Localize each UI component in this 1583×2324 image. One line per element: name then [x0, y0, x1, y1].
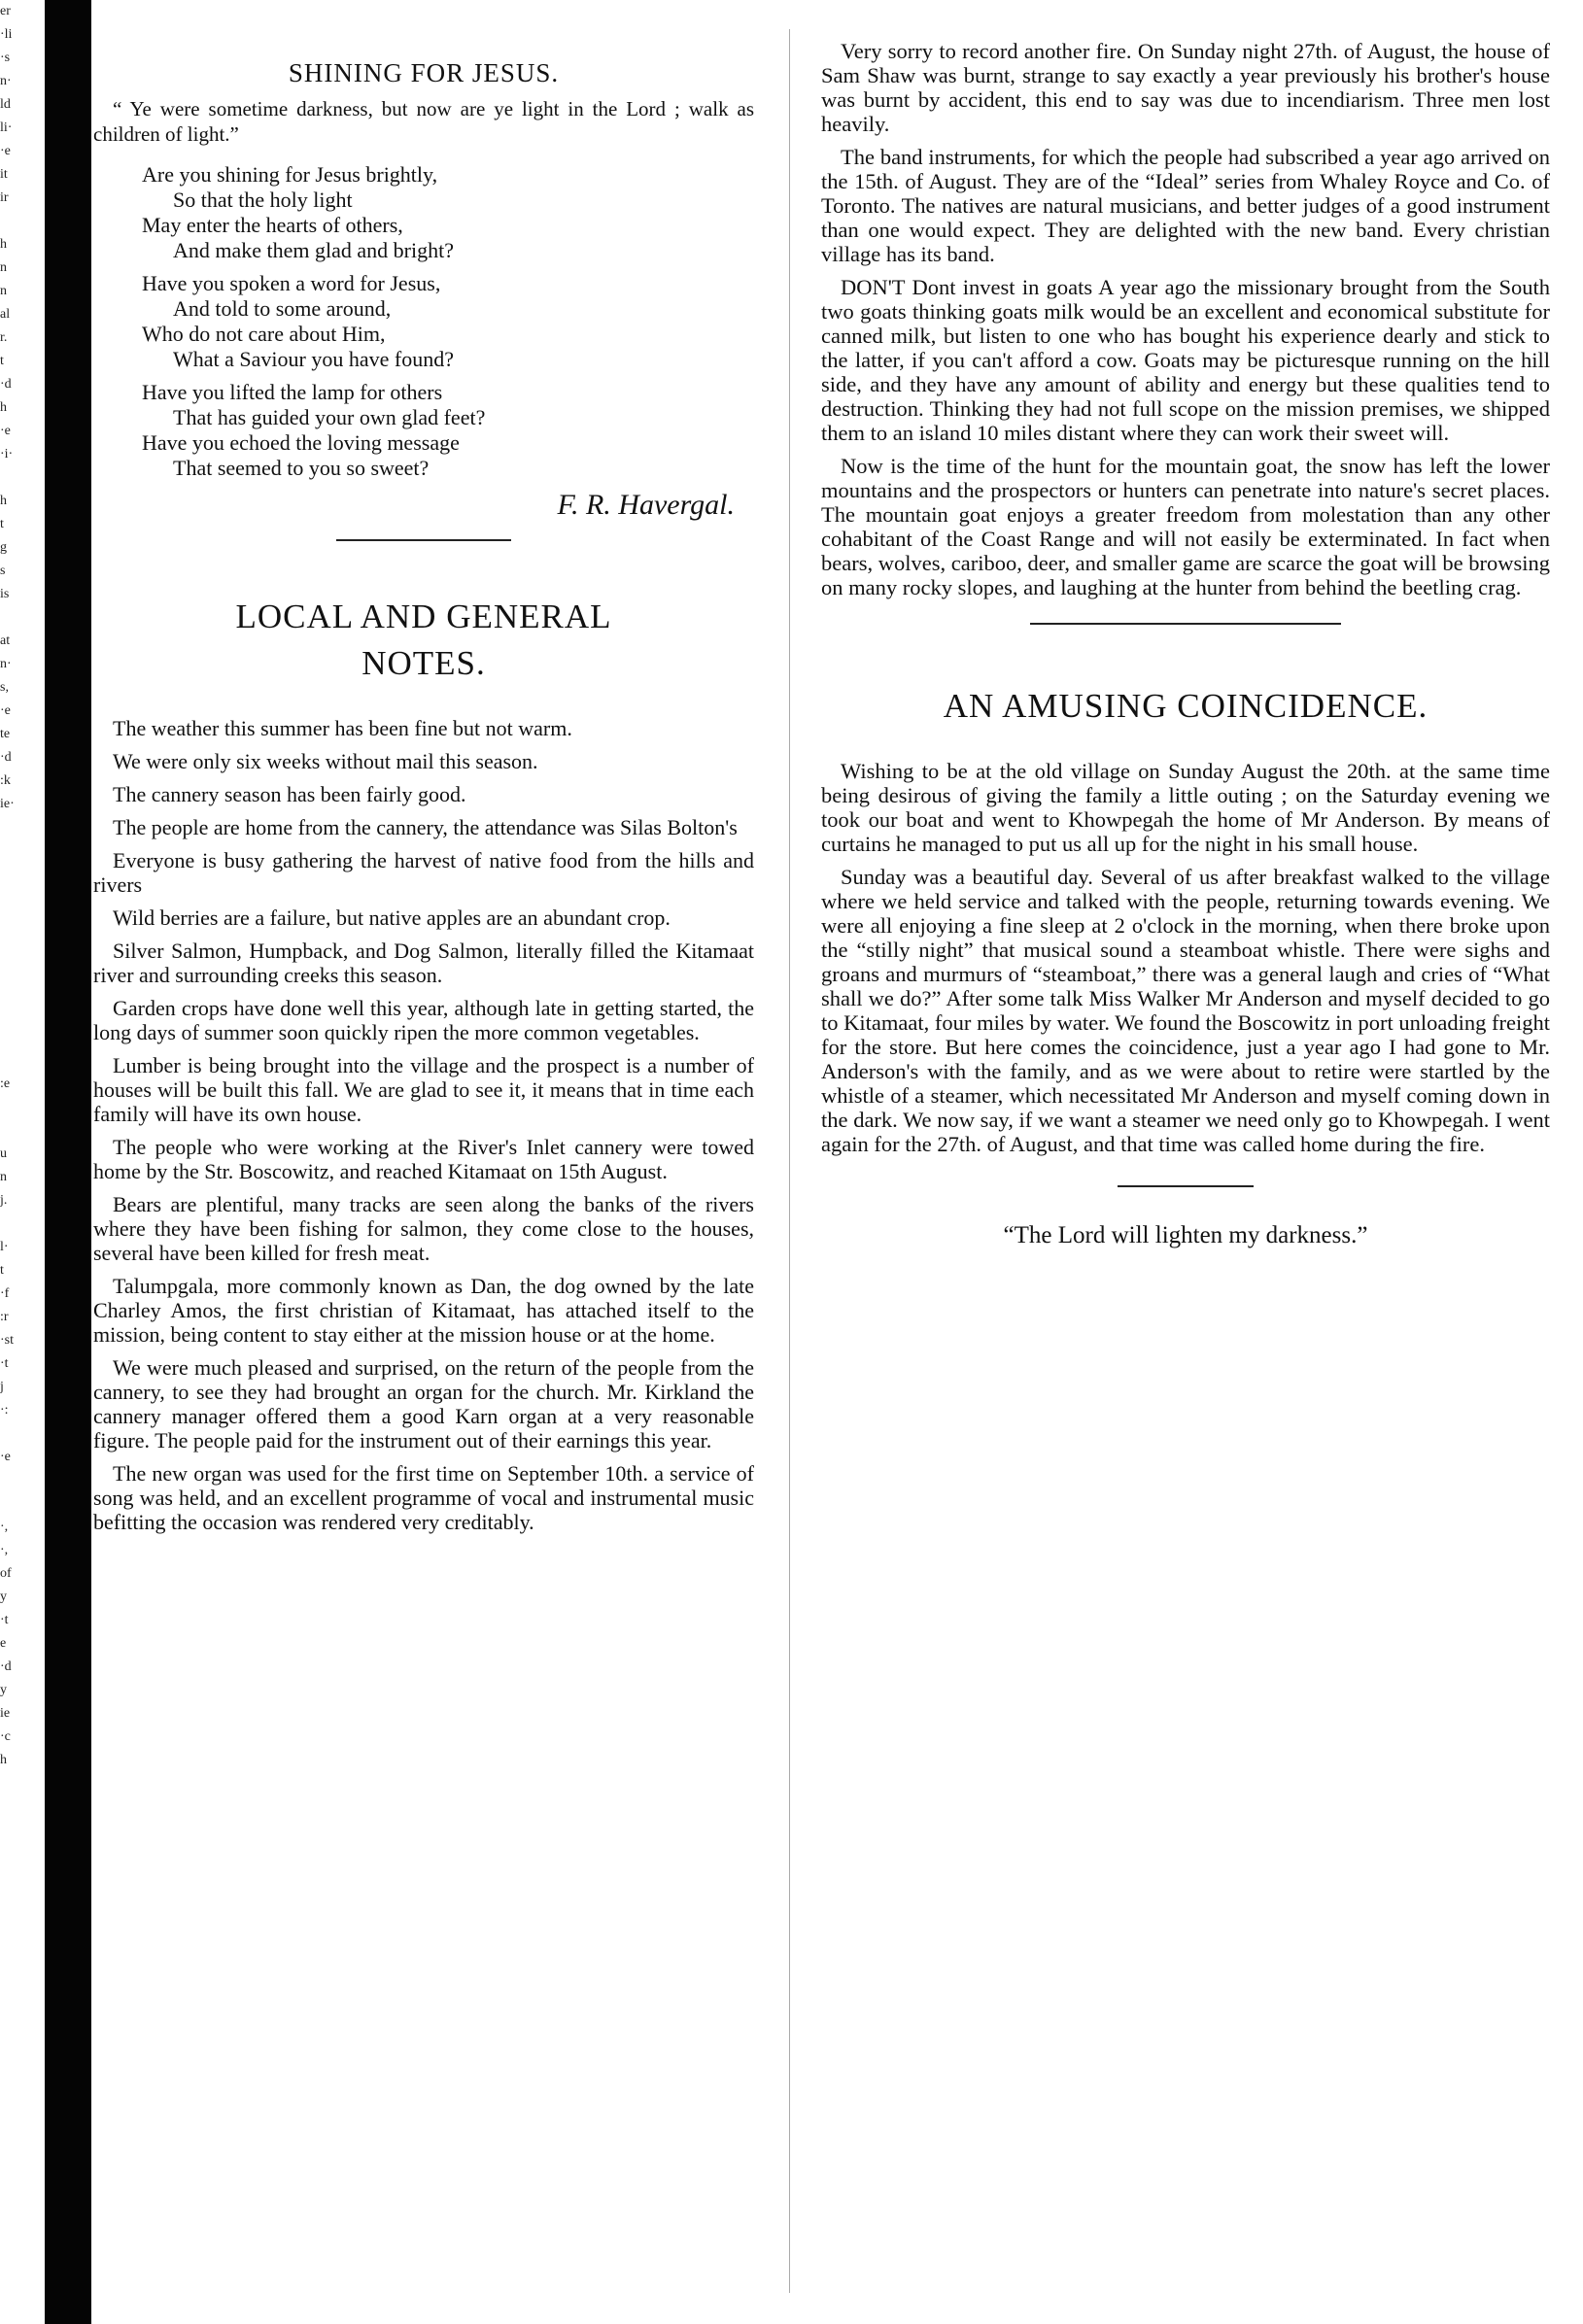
section-title-line: NOTES. — [361, 644, 486, 682]
poem-line: Have you lifted the lamp for others — [142, 380, 443, 404]
margin-fragment: ·i· — [0, 447, 14, 461]
margin-fragment: :r — [0, 1310, 9, 1324]
news-note: Now is the time of the hunt for the mountain goat, the snow has left the lower mountains and the prospectors or hunters can penetrate into nature's secret places. The mountain goat enjoys a greater freedom from molestation than any other cohabitant of the Coast Range and will not easily be exterminated. In fact when bears, wolves, cariboo, deer, and smaller game are scarce the goat will be browsing on many rocky slopes, and laughing at the hunter from behind the beetling crag. — [821, 454, 1550, 599]
margin-fragment: e — [0, 1636, 7, 1651]
news-note: The new organ was used for the first time on September 10th. a service of song was held, and an excellent programme of vocal and instrumental music befitting the occasion was rendered very creditably. — [93, 1461, 754, 1534]
margin-fragment — [0, 466, 45, 490]
margin-fragment: t — [0, 517, 4, 531]
margin-fragment: ·d — [0, 1659, 12, 1674]
margin-fragment — [0, 886, 45, 909]
margin-fragment — [0, 1003, 45, 1026]
margin-fragment — [0, 606, 45, 630]
margin-fragment: ·, — [0, 1543, 9, 1557]
margin-fragment: li· — [0, 120, 13, 135]
poem-line: And told to some around, — [173, 296, 392, 321]
poem-line: That seemed to you so sweet? — [173, 456, 430, 480]
poem-line: So that the holy light — [173, 188, 353, 212]
news-note: Wild berries are a failure, but native apples are an abundant crop. — [113, 906, 671, 930]
story-body — [821, 759, 1550, 1156]
margin-fragment: n — [0, 260, 7, 275]
margin-fragment: al — [0, 307, 11, 322]
margin-fragment — [0, 933, 45, 956]
margin-fragment: s — [0, 564, 6, 578]
poem-line: Are you shining for Jesus brightly, — [142, 162, 438, 187]
news-note: The weather this summer has been fine but not warm. — [113, 716, 572, 740]
margin-fragment: u — [0, 1146, 7, 1161]
story-paragraph: Wishing to be at the old village on Sunday August the 20th. at the same time being desirous of giving the family a little outing ; on the Saturday evening we took our boat and went to Khowpegah the home of Mr Anderson. By means of curtains he managed to put us all up for the night in his small house. — [821, 759, 1550, 856]
poem — [142, 162, 754, 481]
margin-fragment: of — [0, 1566, 12, 1581]
news-note: We were much pleased and surprised, on the return of the people from the cannery, to see they had brought an organ for the church. Mr. Kirkland the cannery manager offered them a good Karn organ at a very reasonable figure. The people paid for the instrument out of their earnings this year. — [93, 1355, 754, 1452]
story-paragraph: Sunday was a beautiful day. Several of us after breakfast walked to the village where we held service and talked with the people, returning towards evening. We were all enjoying a fine sleep at 2 o'clock in the morning, when there broke upon the “stilly night” that musical sound a steamboat whistle. There were sighs and groans and murmurs of “steamboat,” there was a general laugh and cries of “What shall we do?” After some talk Miss Walker Mr Anderson and myself decided to go to Kitamaat, four miles by water. We found the Boscowitz in port unloading freight for the store. But here comes the coincidence, just a year ago I had gone to Mr. Anderson's with the family, and as we were about to retire were startled by the whistle of a steamer, which necessitated Mr Anderson and myself coming down in the dark. We now say, if we want a steamer we need only go to Khowpegah. I went again for the 27th. of August, and that time was called home during the fire. — [821, 865, 1550, 1156]
margin-fragment: ld — [0, 97, 11, 112]
section-title-line: LOCAL AND GENERAL — [235, 598, 612, 635]
margin-fragment — [0, 1049, 45, 1073]
news-note: Garden crops have done well this year, although late in getting started, the long days of summer soon quickly ripen the more common vegetables. — [93, 996, 754, 1044]
margin-fragment: j — [0, 1380, 4, 1394]
margin-fragment: n· — [0, 657, 12, 671]
margin-fragment: ie· — [0, 797, 15, 811]
closing-quote: “The Lord will lighten my darkness.” — [1003, 1222, 1368, 1248]
margin-fragment: n — [0, 1170, 7, 1184]
column-divider — [789, 29, 790, 2293]
margin-fragment: r. — [0, 330, 8, 345]
margin-fragment: h — [0, 237, 7, 252]
margin-fragment: h — [0, 494, 7, 508]
margin-fragment: n· — [0, 74, 12, 88]
news-note: The band instruments, for which the people had subscribed a year ago arrived on the 15th. of August. They are of the “Ideal” series from Whaley Royce and Co. of Toronto. The natives are natural musicians, and better judges of a good instrument than one would expect. They are delighted with the new band. Every christian village has its band. — [821, 145, 1550, 266]
section-title — [93, 594, 754, 687]
margin-fragment: it — [0, 167, 8, 182]
margin-fragment: y — [0, 1589, 7, 1604]
margin-fragment — [0, 1096, 45, 1119]
margin-fragment — [0, 1026, 45, 1049]
news-note: We were only six weeks without mail this season. — [113, 749, 538, 773]
margin-fragment — [0, 1213, 45, 1236]
margin-fragment: ·s — [0, 51, 11, 65]
margin-fragment: ·e — [0, 1450, 11, 1464]
binding-edge — [45, 0, 91, 2324]
poem-line: Have you echoed the loving message — [142, 430, 460, 455]
margin-fragment: te — [0, 727, 11, 741]
left-column — [93, 39, 754, 1543]
margin-fragment: ·f — [0, 1286, 10, 1301]
margin-fragment: ·d — [0, 377, 12, 392]
news-note: Lumber is being brought into the village and the prospect is a number of houses will be built this fall. We are glad to see it, it means that in time each family will have its own house. — [93, 1053, 754, 1126]
poem-title: SHINING FOR JESUS. — [288, 58, 560, 87]
news-note: Everyone is busy gathering the harvest of native food from the hills and rivers — [93, 848, 754, 897]
margin-fragment: ·e — [0, 144, 11, 158]
margin-fragment — [0, 210, 45, 233]
margin-fragment: ·d — [0, 750, 12, 765]
poem-line: Have you spoken a word for Jesus, — [142, 271, 441, 295]
margin-fragment: er — [0, 4, 11, 18]
divider-rule — [336, 539, 511, 541]
news-note: Very sorry to record another fire. On Sunday night 27th. of August, the house of Sam Shaw was burnt, strange to say exactly a year previously his brother's house was burnt by accident, this end to say was due to incendiarism. Three men lost heavily. — [821, 39, 1550, 136]
margin-fragment: y — [0, 1683, 7, 1697]
margin-fragment: ie — [0, 1706, 11, 1721]
margin-fragment: ·e — [0, 424, 11, 438]
news-note: The cannery season has been fairly good. — [113, 782, 466, 806]
poem-epigraph: “ Ye were sometime darkness, but now are ye light in the Lord ; walk as children of light.” — [93, 97, 754, 146]
margin-fragment: s, — [0, 680, 9, 695]
divider-rule — [1118, 1185, 1254, 1187]
poem-stanza — [142, 380, 754, 481]
margin-fragment: l· — [0, 1240, 9, 1254]
margin-fragment — [0, 1422, 45, 1446]
margin-fragment: ·t — [0, 1613, 9, 1627]
margin-fragment: ·e — [0, 703, 11, 718]
margin-fragment: g — [0, 540, 7, 555]
news-note: DON'T Dont invest in goats A year ago the missionary brought from the South two goats thinking goats milk would be an excellent and economical substitute for canned milk, but listen to one who has bought his experience dearly and stick to the latter, if you can't afford a cow. Goats may be picturesque running on the hill side, and they have any amount of ability and energy but these qualities tend to destruction. Thinking they had not full scope on the mission premises, we shipped them to an island 10 miles distant where they can work their sweet will. — [821, 275, 1550, 445]
poem-stanza — [142, 162, 754, 263]
left-notes — [93, 716, 754, 1534]
story-title: AN AMUSING COINCIDENCE. — [943, 687, 1428, 725]
margin-fragment — [0, 863, 45, 886]
margin-fragment — [0, 1469, 45, 1492]
poem-author: F. R. Havergal. — [557, 489, 735, 521]
right-column — [821, 39, 1550, 1249]
poem-line: May enter the hearts of others, — [142, 213, 403, 237]
margin-fragment — [0, 909, 45, 933]
margin-fragment — [0, 1492, 45, 1516]
news-note: Silver Salmon, Humpback, and Dog Salmon, literally filled the Kitamaat river and surrounding creeks this season. — [93, 939, 754, 987]
margin-fragment: ·c — [0, 1729, 11, 1744]
margin-fragment: t — [0, 1263, 4, 1278]
margin-fragment: h — [0, 1753, 7, 1767]
news-note: Bears are plentiful, many tracks are seen along the banks of the rivers where they have been fishing for salmon, they come close to the houses, several have been killed for fresh meat. — [93, 1192, 754, 1265]
margin-fragment — [0, 956, 45, 979]
poem-line: And make them glad and bright? — [173, 238, 454, 262]
divider-rule — [1030, 623, 1341, 625]
news-note: The people who were working at the River's Inlet cannery were towed home by the Str. Boscowitz, and reached Kitamaat on 15th August. — [93, 1135, 754, 1183]
margin-fragment — [0, 979, 45, 1003]
margin-fragment: :k — [0, 773, 11, 788]
margin-fragment — [0, 1119, 45, 1143]
margin-fragment: t — [0, 354, 4, 368]
margin-fragment: is — [0, 587, 10, 601]
margin-fragment: :e — [0, 1077, 11, 1091]
poem-line: Who do not care about Him, — [142, 322, 386, 346]
margin-fragments — [0, 0, 45, 2324]
margin-fragment: ·: — [0, 1403, 9, 1418]
margin-fragment: ·t — [0, 1356, 9, 1371]
margin-fragment — [0, 839, 45, 863]
margin-fragment: ·li — [0, 27, 13, 42]
news-note: Talumpgala, more commonly known as Dan, the dog owned by the late Charley Amos, the first christian of Kitamaat, has attached itself to the mission, being content to stay either at the mission house or at the home. — [93, 1274, 754, 1347]
margin-fragment: ir — [0, 190, 9, 205]
margin-fragment: n — [0, 284, 7, 298]
margin-fragment: h — [0, 400, 7, 415]
poem-line: That has guided your own glad feet? — [173, 405, 486, 429]
news-note: The people are home from the cannery, the attendance was Silas Bolton's — [113, 815, 738, 839]
margin-fragment: j. — [0, 1193, 8, 1208]
margin-fragment: ·st — [0, 1333, 14, 1348]
poem-stanza — [142, 271, 754, 372]
poem-line: What a Saviour you have found? — [173, 347, 454, 371]
margin-fragment — [0, 816, 45, 839]
right-notes — [821, 39, 1550, 599]
margin-fragment: at — [0, 633, 11, 648]
margin-fragment: ·, — [0, 1520, 9, 1534]
